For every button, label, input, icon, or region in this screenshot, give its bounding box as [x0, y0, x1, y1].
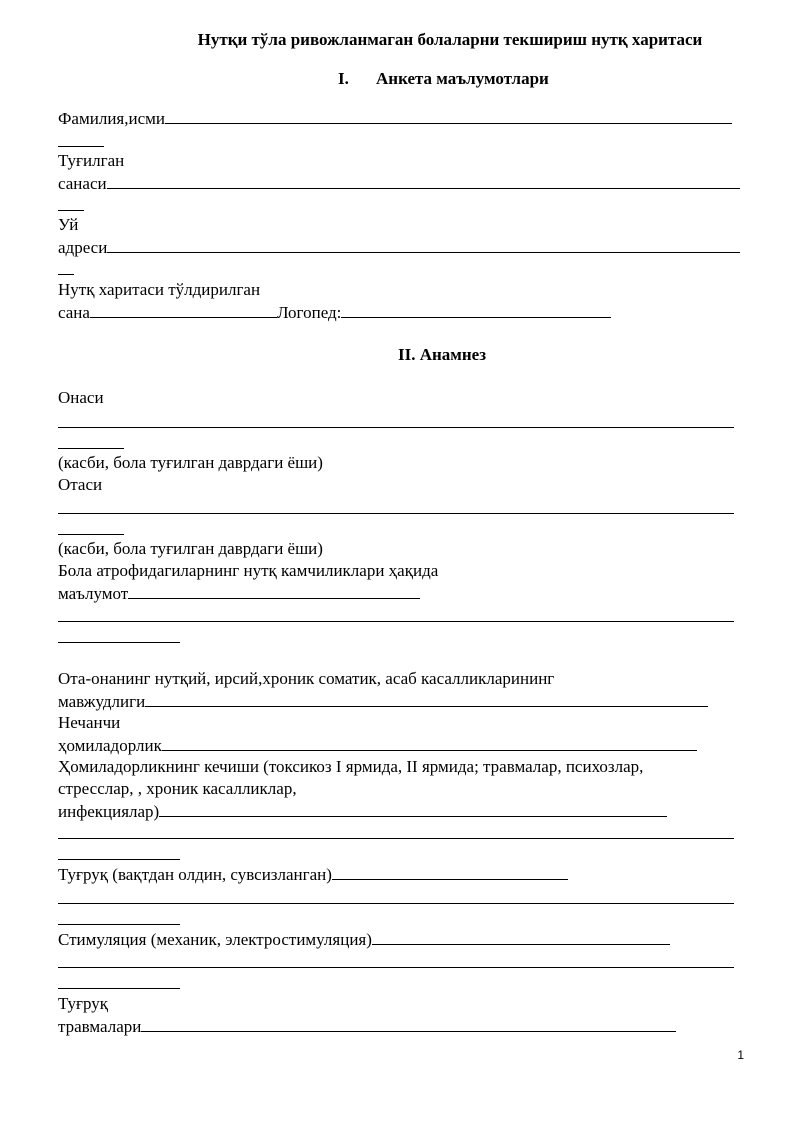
birth-trauma-label: Туғруқ — [58, 994, 109, 1013]
father-line — [58, 474, 743, 495]
relatives-line-2 — [58, 582, 743, 603]
relatives-line-1 — [58, 560, 743, 581]
mother-note: (касби, бола туғилган даврдаги ёши) — [58, 453, 323, 472]
birth-type-field-line-3[interactable] — [58, 924, 180, 925]
parents-presence-label: мавжудлиги — [58, 692, 146, 711]
mother-label: Онаси — [58, 388, 104, 407]
pregnancy-course-label: Ҳомиладорликнинг кечиши (токсикоз I ярмида, II ярмида; травмалар, психозлар, — [58, 757, 644, 776]
pregnancy-number-label: Нечанчи — [58, 713, 121, 732]
birth-trauma-field[interactable] — [141, 1015, 676, 1032]
parents-presence-field[interactable] — [145, 690, 708, 707]
date-label: сана — [58, 303, 90, 322]
father-note: (касби, бола туғилган даврдаги ёши) — [58, 539, 323, 558]
relatives-info-field[interactable] — [128, 582, 420, 599]
father-label: Отаси — [58, 475, 103, 494]
filled-label-line — [58, 279, 743, 300]
pregnancy-number-line-1 — [58, 712, 743, 733]
pregnancy-course-label-2: стресслар, , хроник касалликлар, — [58, 779, 297, 798]
section-title: Анкета маълумотлари — [376, 69, 549, 88]
pregnancy-number-line-2 — [58, 734, 743, 755]
document-title: Нутқи тўла ривожланмаган болаларни текшириш нутқ харитаси — [197, 30, 703, 49]
father-note-line — [58, 538, 743, 559]
pregnancy-number-field[interactable] — [162, 734, 697, 751]
surname-field-continuation[interactable] — [58, 146, 104, 147]
surname-label: Фамилия,исми — [58, 109, 165, 128]
relatives-field-line-3[interactable] — [58, 642, 180, 643]
infections-label: инфекциялар) — [58, 802, 160, 821]
birth-type-field-line-2[interactable] — [58, 903, 734, 904]
speech-therapist-field[interactable] — [341, 301, 611, 318]
father-field-continuation[interactable] — [58, 534, 124, 535]
speech-therapist-label: Логопед: — [276, 303, 342, 322]
pregnancy-course-line-3 — [58, 800, 743, 821]
pregnancy-course-line-1 — [58, 756, 743, 777]
mother-field[interactable] — [58, 427, 734, 428]
birth-trauma-line-1 — [58, 993, 743, 1014]
relatives-field-line-2[interactable] — [58, 621, 734, 622]
birth-date-field-continuation[interactable] — [58, 210, 84, 211]
pregnancy-label: ҳомиладорлик — [58, 736, 162, 755]
home-address-label: адреси — [58, 238, 108, 257]
section-number: I. — [338, 69, 349, 88]
surname-field[interactable] — [165, 107, 732, 124]
surname-line — [58, 107, 743, 128]
parents-label: Ота-онанинг нутқий, ирсий,хроник соматик, асаб касалликларининг — [58, 669, 555, 688]
birth-trauma-line-2 — [58, 1015, 743, 1036]
pregnancy-course-field-line-3[interactable] — [58, 859, 180, 860]
stimulation-field-line-2[interactable] — [58, 967, 734, 968]
stimulation-line — [58, 928, 743, 949]
home-label: Уй — [58, 215, 79, 234]
birth-date-label: санаси — [58, 174, 107, 193]
mother-note-line — [58, 452, 743, 473]
stimulation-field[interactable] — [372, 928, 670, 945]
pregnancy-course-line-2 — [58, 778, 743, 799]
birth-date-line — [58, 172, 743, 193]
home-address-line — [58, 236, 743, 257]
birth-label-line — [58, 150, 743, 171]
stimulation-label: Стимуляция (механик, электростимуляция) — [58, 930, 372, 949]
parents-line-2 — [58, 690, 743, 711]
father-field[interactable] — [58, 513, 734, 514]
birth-label: Туғилган — [58, 151, 125, 170]
date-field[interactable] — [90, 301, 277, 318]
infections-field[interactable] — [159, 800, 667, 817]
date-therapist-line — [58, 301, 743, 322]
home-label-line — [58, 214, 743, 235]
home-address-field-continuation[interactable] — [58, 274, 74, 275]
parents-line-1 — [58, 668, 743, 689]
page-number: 1 — [737, 1048, 744, 1062]
birth-type-label: Туғруқ (вақтдан олдин, сувсизланган) — [58, 865, 332, 884]
mother-line — [58, 387, 743, 408]
relatives-info-label: маълумот — [58, 584, 129, 603]
birth-line — [58, 863, 743, 884]
birth-type-field[interactable] — [332, 863, 568, 880]
stimulation-field-line-3[interactable] — [58, 988, 180, 989]
filled-label: Нутқ харитаси тўлдирилган — [58, 280, 261, 299]
section-heading-questionnaire — [338, 69, 549, 89]
pregnancy-course-field-line-2[interactable] — [58, 838, 734, 839]
section-heading-anamnesis: II. Анамнез — [398, 345, 487, 364]
home-address-field[interactable] — [107, 236, 740, 253]
birth-date-field[interactable] — [107, 172, 740, 189]
mother-field-continuation[interactable] — [58, 448, 124, 449]
birth-trauma-label-2: травмалари — [58, 1017, 142, 1036]
relatives-label: Бола атрофидагиларнинг нутқ камчиликлари ҳақида — [58, 561, 439, 580]
